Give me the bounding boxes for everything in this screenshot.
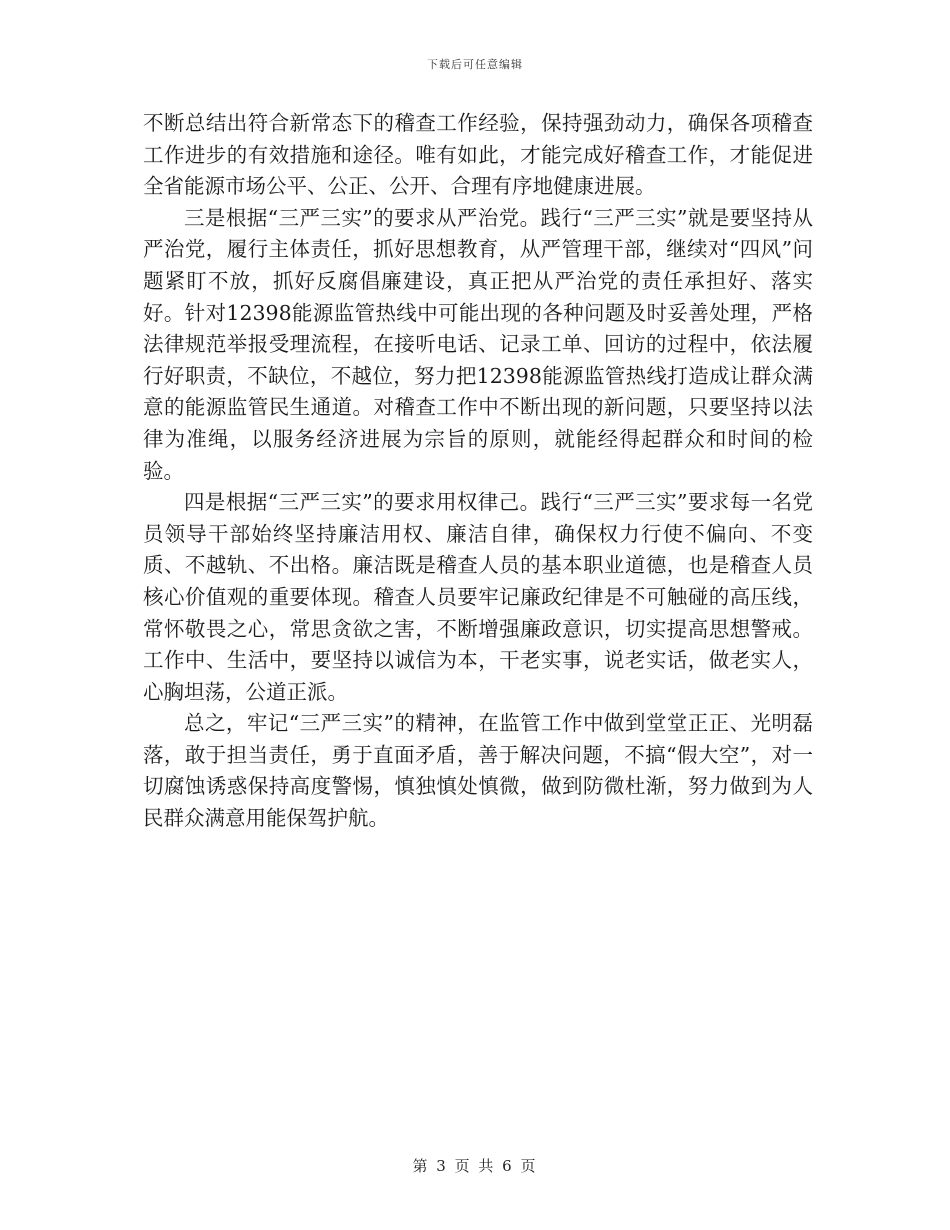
paragraph-continuation: 不断总结出符合新常态下的稽查工作经验，保持强劲动力，确保各项稽查工作进步的有效措施和途径。唯有如此，才能完成好稽查工作，才能促进全省能源市场公平、公正、公开、合理有序地健康进展。 (143, 111, 813, 199)
paragraph-four: 四是根据“三严三实”的要求用权律己。践行“三严三实”要求每一名党员领导干部始终坚持廉洁用权、廉洁自律，确保权力行使不偏向、不变质、不越轨、不出格。廉洁既是稽查人员的基本职业道德，也是稽查人员核心价值观的重要体现。稽查人员要牢记廉政纪律是不可触碰的高压线，常怀敬畏之心，常思贪欲之害，不断增强廉政意识，切实提高思想警戒。工作中、生活中，要坚持以诚信为本，干老实事，说老实话，做老实人，心胸坦荡，公道正派。 (143, 490, 813, 704)
page-header: 下载后可任意编辑 (427, 58, 523, 71)
paragraph-conclusion: 总之，牢记“三严三实”的精神，在监管工作中做到堂堂正正、光明磊落，敢于担当责任，勇于直面矛盾，善于解决问题，不搞“假大空”，对一切腐蚀诱惑保持高度警惕，慎独慎处慎微，做到防微杜渐，努力做到为人民群众满意用能保驾护航。 (143, 711, 813, 831)
page-number-footer: 第 3 页 共 6 页 (412, 1157, 538, 1175)
paragraph-three: 三是根据“三严三实”的要求从严治党。践行“三严三实”就是要坚持从严治党，履行主体责任，抓好思想教育，从严管理干部，继续对“四风”问题紧盯不放，抓好反腐倡廉建设，真正把从严治党的责任承担好、落实好。针对12398能源监管热线中可能出现的各种问题及时妥善处理，严格法律规范举报受理流程，在接听电话、记录工单、回访的过程中，依法履行好职责，不缺位，不越位，努力把12398能源监管热线打造成让群众满意的能源监管民生通道。对稽查工作中不断出现的新问题，只要坚持以法律为准绳，以服务经济进展为宗旨的原则，就能经得起群众和时间的检验。 (143, 205, 813, 483)
document-body (143, 108, 813, 835)
